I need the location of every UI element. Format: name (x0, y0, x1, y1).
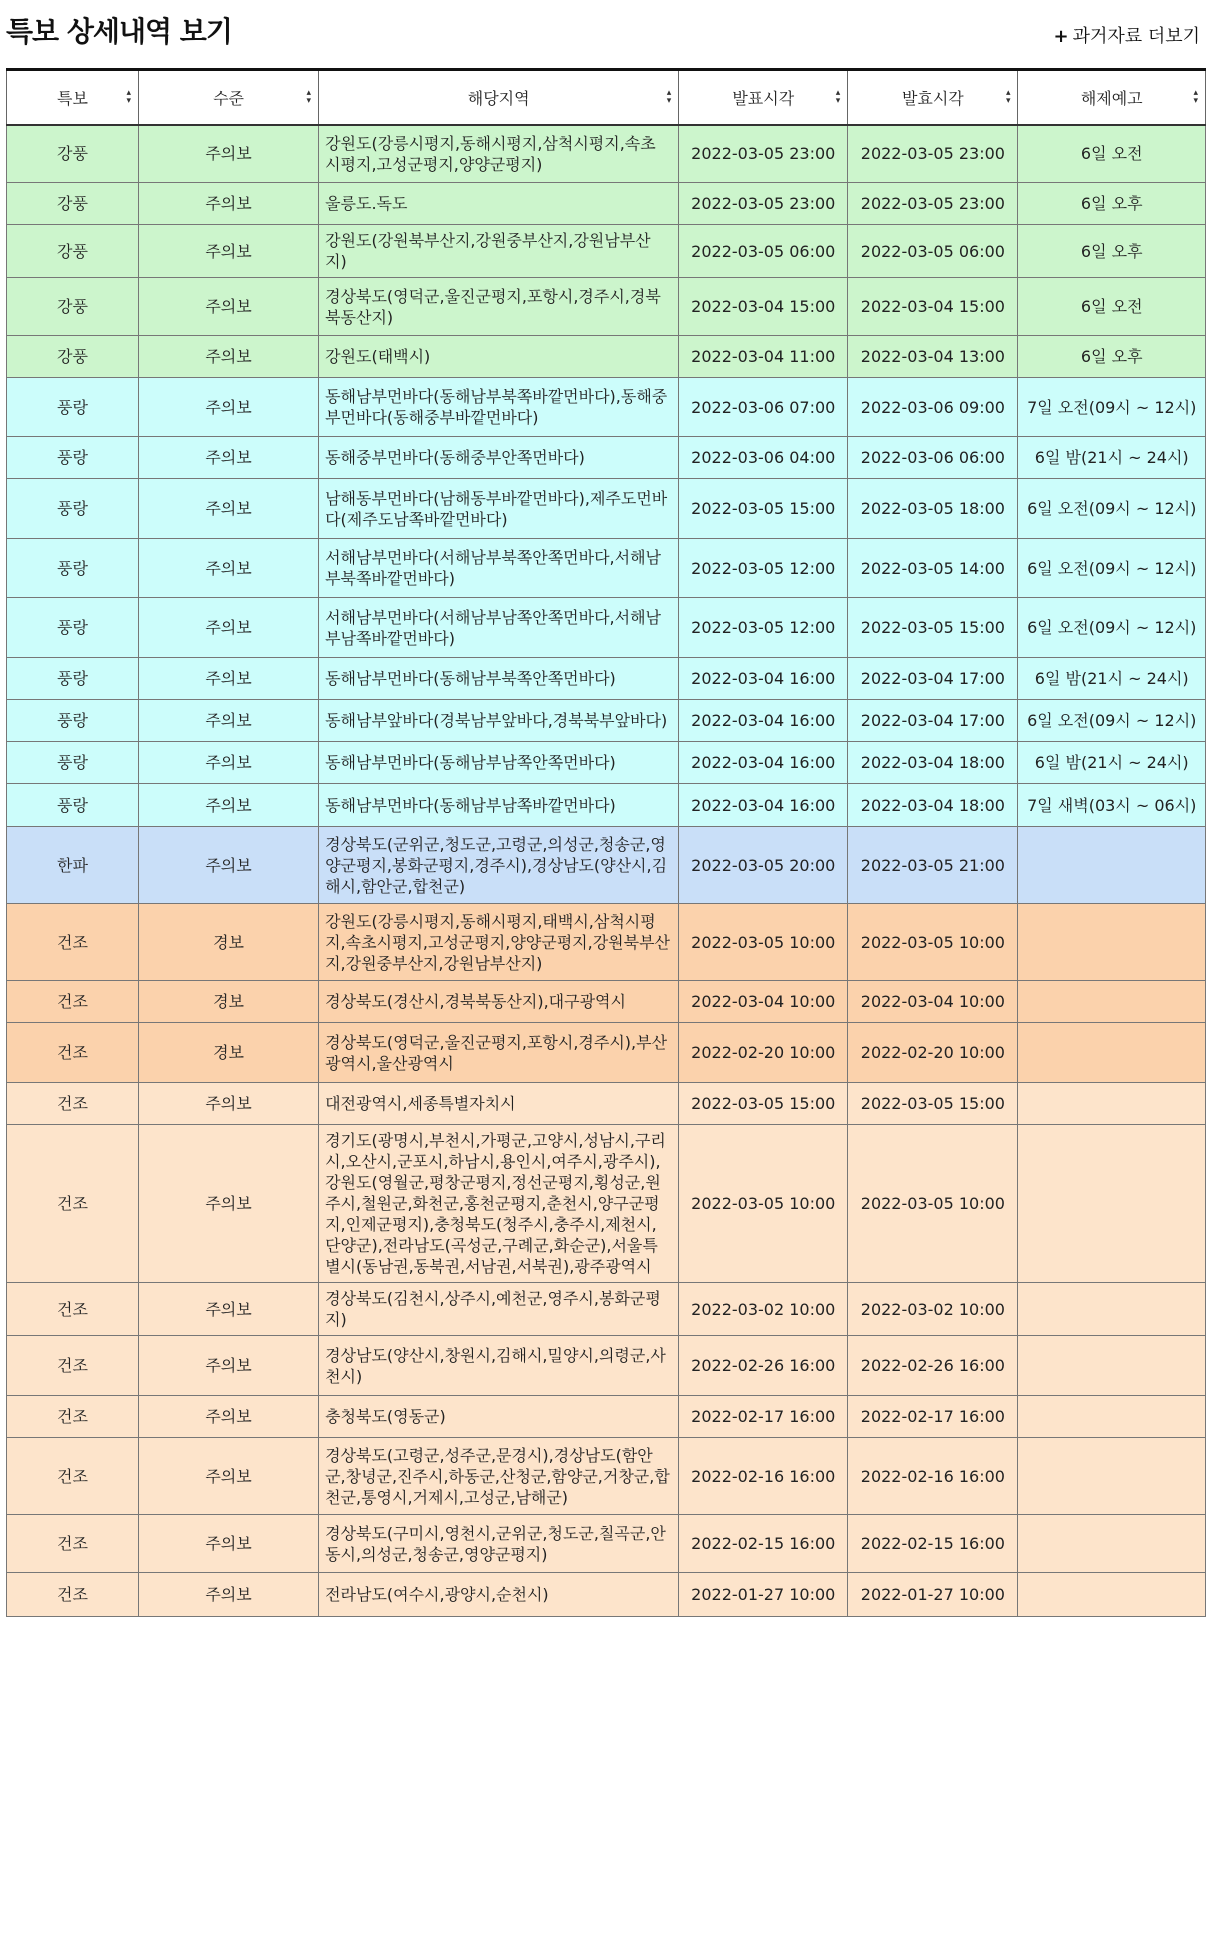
cell-effective: 2022-03-05 06:00 (848, 225, 1018, 278)
table-row (7, 539, 1206, 598)
cell-release (1018, 904, 1206, 981)
cell-type: 풍랑 (7, 742, 139, 784)
cell-type: 강풍 (7, 278, 139, 336)
table-body (7, 125, 1206, 1617)
cell-effective: 2022-03-05 23:00 (848, 183, 1018, 225)
header-effective-label: 발효시각 (901, 88, 964, 108)
header-effective[interactable] (848, 70, 1018, 125)
cell-release (1018, 1515, 1206, 1573)
cell-announced: 2022-03-05 15:00 (679, 479, 848, 539)
cell-announced: 2022-03-04 16:00 (679, 784, 848, 827)
cell-level: 주의보 (138, 183, 318, 225)
cell-release (1018, 1396, 1206, 1438)
cell-type: 한파 (7, 827, 139, 904)
cell-type: 건조 (7, 1083, 139, 1125)
table-row (7, 183, 1206, 225)
cell-effective: 2022-03-04 17:00 (848, 700, 1018, 742)
cell-region: 남해동부먼바다(남해동부바깥먼바다),제주도먼바다(제주도남쪽바깥먼바다) (319, 479, 679, 539)
cell-release (1018, 827, 1206, 904)
cell-announced: 2022-03-04 15:00 (679, 278, 848, 336)
cell-announced: 2022-03-04 16:00 (679, 658, 848, 700)
cell-region: 강원도(강원북부산지,강원중부산지,강원남부산지) (319, 225, 679, 278)
header-release[interactable] (1018, 70, 1206, 125)
cell-announced: 2022-03-05 15:00 (679, 1083, 848, 1125)
cell-release: 6일 오전(09시 ~ 12시) (1018, 598, 1206, 658)
cell-level: 주의보 (138, 1336, 318, 1396)
cell-type: 풍랑 (7, 479, 139, 539)
cell-announced: 2022-03-05 20:00 (679, 827, 848, 904)
cell-region: 강원도(강릉시평지,동해시평지,삼척시평지,속초시평지,고성군평지,양양군평지) (319, 125, 679, 183)
cell-level: 주의보 (138, 658, 318, 700)
cell-effective: 2022-03-05 23:00 (848, 125, 1018, 183)
cell-level: 주의보 (138, 1083, 318, 1125)
table-row (7, 1283, 1206, 1336)
header-region-label: 해당지역 (467, 88, 530, 108)
cell-type: 건조 (7, 1336, 139, 1396)
cell-region: 경상북도(영덕군,울진군평지,포항시,경주시),부산광역시,울산광역시 (319, 1023, 679, 1083)
cell-release (1018, 1573, 1206, 1617)
table-row (7, 1515, 1206, 1573)
cell-type: 건조 (7, 1283, 139, 1336)
cell-effective: 2022-02-17 16:00 (848, 1396, 1018, 1438)
cell-effective: 2022-03-06 06:00 (848, 437, 1018, 479)
cell-release (1018, 1438, 1206, 1515)
cell-level: 경보 (138, 904, 318, 981)
cell-effective: 2022-03-06 09:00 (848, 378, 1018, 437)
cell-region: 동해중부먼바다(동해중부안쪽먼바다) (319, 437, 679, 479)
cell-announced: 2022-02-15 16:00 (679, 1515, 848, 1573)
sort-icon: ▴ ▾ (1005, 88, 1011, 107)
cell-type: 풍랑 (7, 598, 139, 658)
cell-level: 주의보 (138, 1283, 318, 1336)
cell-level: 주의보 (138, 125, 318, 183)
cell-level: 주의보 (138, 1438, 318, 1515)
more-past-data-label: 과거자료 더보기 (1072, 26, 1200, 47)
cell-release (1018, 1125, 1206, 1283)
cell-level: 주의보 (138, 1396, 318, 1438)
cell-effective: 2022-03-05 10:00 (848, 1125, 1018, 1283)
cell-effective: 2022-02-16 16:00 (848, 1438, 1018, 1515)
cell-release: 7일 오전(09시 ~ 12시) (1018, 378, 1206, 437)
cell-level: 주의보 (138, 336, 318, 378)
cell-type: 건조 (7, 1023, 139, 1083)
cell-type: 건조 (7, 981, 139, 1023)
cell-region: 경상북도(경산시,경북북동산지),대구광역시 (319, 981, 679, 1023)
cell-announced: 2022-03-04 10:00 (679, 981, 848, 1023)
table-row (7, 336, 1206, 378)
cell-release (1018, 981, 1206, 1023)
cell-region: 경기도(광명시,부천시,가평군,고양시,성남시,구리시,오산시,군포시,하남시,용인시,여주시,광주시),강원도(영월군,평창군평지,정선군평지,횡성군,원주시,철원군,화천군,홍천군평지,춘천시,양구군평지,인제군평지),충청북도(청주시,충주시,제천시,단양군),전라남도(곡성군,구례군,화순군),서울특별시(동남권,동북권,서남권,서북권),광주광역시 (319, 1125, 679, 1283)
table-row (7, 1083, 1206, 1125)
cell-level: 주의보 (138, 225, 318, 278)
sort-icon: ▴ ▾ (666, 88, 672, 107)
cell-type: 풍랑 (7, 784, 139, 827)
cell-region: 경상북도(영덕군,울진군평지,포항시,경주시,경북북동산지) (319, 278, 679, 336)
cell-announced: 2022-02-17 16:00 (679, 1396, 848, 1438)
cell-region: 울릉도.독도 (319, 183, 679, 225)
cell-effective: 2022-02-20 10:00 (848, 1023, 1018, 1083)
cell-effective: 2022-03-05 10:00 (848, 904, 1018, 981)
cell-region: 대전광역시,세종특별자치시 (319, 1083, 679, 1125)
cell-region: 동해남부앞바다(경북남부앞바다,경북북부앞바다) (319, 700, 679, 742)
cell-announced: 2022-02-20 10:00 (679, 1023, 848, 1083)
cell-release: 6일 오후 (1018, 225, 1206, 278)
cell-region: 경상북도(구미시,영천시,군위군,청도군,칠곡군,안동시,의성군,청송군,영양군평지) (319, 1515, 679, 1573)
header-release-label: 해제예고 (1080, 88, 1143, 108)
cell-region: 전라남도(여수시,광양시,순천시) (319, 1573, 679, 1617)
cell-type: 풍랑 (7, 437, 139, 479)
cell-level: 주의보 (138, 1515, 318, 1573)
cell-level: 경보 (138, 981, 318, 1023)
cell-announced: 2022-02-16 16:00 (679, 1438, 848, 1515)
cell-region: 충청북도(영동군) (319, 1396, 679, 1438)
warning-table (6, 68, 1206, 1617)
table-row (7, 378, 1206, 437)
table-row (7, 827, 1206, 904)
cell-release: 6일 오전 (1018, 278, 1206, 336)
cell-type: 건조 (7, 1438, 139, 1515)
cell-effective: 2022-03-05 14:00 (848, 539, 1018, 598)
table-row (7, 742, 1206, 784)
page-title: 특보 상세내역 보기 (6, 15, 232, 48)
sort-icon: ▴ ▾ (835, 88, 841, 107)
cell-announced: 2022-03-02 10:00 (679, 1283, 848, 1336)
cell-type: 강풍 (7, 183, 139, 225)
cell-level: 주의보 (138, 278, 318, 336)
cell-announced: 2022-02-26 16:00 (679, 1336, 848, 1396)
cell-release (1018, 1336, 1206, 1396)
header-announced[interactable] (679, 70, 848, 125)
cell-release: 6일 오전 (1018, 125, 1206, 183)
cell-announced: 2022-03-04 11:00 (679, 336, 848, 378)
cell-type: 강풍 (7, 225, 139, 278)
table-row (7, 437, 1206, 479)
cell-type: 풍랑 (7, 658, 139, 700)
cell-effective: 2022-03-04 15:00 (848, 278, 1018, 336)
cell-release (1018, 1083, 1206, 1125)
cell-effective: 2022-03-05 15:00 (848, 598, 1018, 658)
cell-release: 6일 오전(09시 ~ 12시) (1018, 539, 1206, 598)
cell-type: 건조 (7, 1396, 139, 1438)
cell-announced: 2022-03-06 04:00 (679, 437, 848, 479)
cell-type: 건조 (7, 1125, 139, 1283)
cell-region: 경상북도(김천시,상주시,예천군,영주시,봉화군평지) (319, 1283, 679, 1336)
cell-effective: 2022-03-04 18:00 (848, 742, 1018, 784)
cell-release (1018, 1283, 1206, 1336)
cell-effective: 2022-03-05 18:00 (848, 479, 1018, 539)
header-level-label: 수준 (213, 88, 244, 108)
table-row (7, 904, 1206, 981)
cell-level: 주의보 (138, 1125, 318, 1283)
cell-level: 주의보 (138, 437, 318, 479)
cell-announced: 2022-03-05 10:00 (679, 1125, 848, 1283)
cell-region: 동해남부먼바다(동해남부남쪽바깥먼바다) (319, 784, 679, 827)
cell-announced: 2022-03-05 10:00 (679, 904, 848, 981)
table-row (7, 658, 1206, 700)
cell-region: 강원도(태백시) (319, 336, 679, 378)
table-row (7, 1125, 1206, 1283)
cell-announced: 2022-03-04 16:00 (679, 742, 848, 784)
plus-icon: + (1053, 26, 1069, 47)
cell-effective: 2022-03-04 10:00 (848, 981, 1018, 1023)
sort-icon: ▴ ▾ (306, 88, 312, 107)
cell-region: 서해남부먼바다(서해남부북쪽안쪽먼바다,서해남부북쪽바깥먼바다) (319, 539, 679, 598)
cell-type: 풍랑 (7, 378, 139, 437)
cell-release: 6일 오전(09시 ~ 12시) (1018, 479, 1206, 539)
cell-announced: 2022-03-05 12:00 (679, 598, 848, 658)
cell-effective: 2022-02-26 16:00 (848, 1336, 1018, 1396)
cell-release: 6일 밤(21시 ~ 24시) (1018, 437, 1206, 479)
cell-announced: 2022-03-05 06:00 (679, 225, 848, 278)
sort-icon: ▴ ▾ (1193, 88, 1198, 107)
cell-level: 주의보 (138, 742, 318, 784)
cell-region: 경상북도(군위군,청도군,고령군,의성군,청송군,영양군평지,봉화군평지,경주시),경상남도(양산시,김해시,함안군,합천군) (319, 827, 679, 904)
table-row (7, 1438, 1206, 1515)
table-row (7, 1573, 1206, 1617)
cell-region: 동해남부먼바다(동해남부남쪽안쪽먼바다) (319, 742, 679, 784)
cell-level: 경보 (138, 1023, 318, 1083)
cell-level: 주의보 (138, 479, 318, 539)
cell-release: 6일 오후 (1018, 336, 1206, 378)
cell-release: 6일 밤(21시 ~ 24시) (1018, 658, 1206, 700)
cell-level: 주의보 (138, 539, 318, 598)
cell-type: 건조 (7, 1515, 139, 1573)
cell-region: 경상남도(양산시,창원시,김해시,밀양시,의령군,사천시) (319, 1336, 679, 1396)
header-level[interactable] (138, 70, 318, 125)
table-row (7, 784, 1206, 827)
cell-effective: 2022-03-05 15:00 (848, 1083, 1018, 1125)
table-header-row (7, 70, 1206, 125)
cell-type: 풍랑 (7, 700, 139, 742)
cell-release: 6일 오전(09시 ~ 12시) (1018, 700, 1206, 742)
header-announced-label: 발표시각 (732, 88, 795, 108)
table-row (7, 1023, 1206, 1083)
table-row (7, 1336, 1206, 1396)
cell-announced: 2022-01-27 10:00 (679, 1573, 848, 1617)
cell-region: 강원도(강릉시평지,동해시평지,태백시,삼척시평지,속초시평지,고성군평지,양양군평지,강원북부산지,강원중부산지,강원남부산지) (319, 904, 679, 981)
cell-region: 경상북도(고령군,성주군,문경시),경상남도(함안군,창녕군,진주시,하동군,산청군,함양군,거창군,합천군,통영시,거제시,고성군,남해군) (319, 1438, 679, 1515)
cell-level: 주의보 (138, 700, 318, 742)
table-row (7, 1396, 1206, 1438)
cell-announced: 2022-03-05 23:00 (679, 125, 848, 183)
cell-level: 주의보 (138, 1573, 318, 1617)
table-row (7, 278, 1206, 336)
cell-type: 건조 (7, 904, 139, 981)
cell-release: 7일 새벽(03시 ~ 06시) (1018, 784, 1206, 827)
cell-effective: 2022-03-05 21:00 (848, 827, 1018, 904)
table-row (7, 700, 1206, 742)
cell-announced: 2022-03-06 07:00 (679, 378, 848, 437)
cell-level: 주의보 (138, 827, 318, 904)
header-type-label: 특보 (57, 88, 88, 108)
table-row (7, 598, 1206, 658)
cell-effective: 2022-01-27 10:00 (848, 1573, 1018, 1617)
cell-release: 6일 오후 (1018, 183, 1206, 225)
cell-effective: 2022-03-04 18:00 (848, 784, 1018, 827)
cell-type: 풍랑 (7, 539, 139, 598)
header-region[interactable] (319, 70, 679, 125)
table-row (7, 225, 1206, 278)
cell-release: 6일 밤(21시 ~ 24시) (1018, 742, 1206, 784)
sort-icon: ▴ ▾ (126, 88, 131, 107)
cell-announced: 2022-03-04 16:00 (679, 700, 848, 742)
cell-level: 주의보 (138, 598, 318, 658)
table-row (7, 479, 1206, 539)
table-row (7, 125, 1206, 183)
cell-region: 동해남부먼바다(동해남부북쪽안쪽먼바다) (319, 658, 679, 700)
cell-level: 주의보 (138, 378, 318, 437)
cell-effective: 2022-03-04 17:00 (848, 658, 1018, 700)
cell-type: 강풍 (7, 125, 139, 183)
cell-region: 동해남부먼바다(동해남부북쪽바깥먼바다),동해중부먼바다(동해중부바깥먼바다) (319, 378, 679, 437)
page-header (0, 0, 1215, 68)
cell-region: 서해남부먼바다(서해남부남쪽안쪽먼바다,서해남부남쪽바깥먼바다) (319, 598, 679, 658)
cell-level: 주의보 (138, 784, 318, 827)
cell-effective: 2022-03-04 13:00 (848, 336, 1018, 378)
more-past-data-link[interactable] (1053, 22, 1200, 48)
header-type[interactable] (7, 70, 139, 125)
table-row (7, 981, 1206, 1023)
cell-type: 강풍 (7, 336, 139, 378)
cell-announced: 2022-03-05 12:00 (679, 539, 848, 598)
cell-type: 건조 (7, 1573, 139, 1617)
cell-release (1018, 1023, 1206, 1083)
cell-effective: 2022-03-02 10:00 (848, 1283, 1018, 1336)
cell-announced: 2022-03-05 23:00 (679, 183, 848, 225)
cell-effective: 2022-02-15 16:00 (848, 1515, 1018, 1573)
